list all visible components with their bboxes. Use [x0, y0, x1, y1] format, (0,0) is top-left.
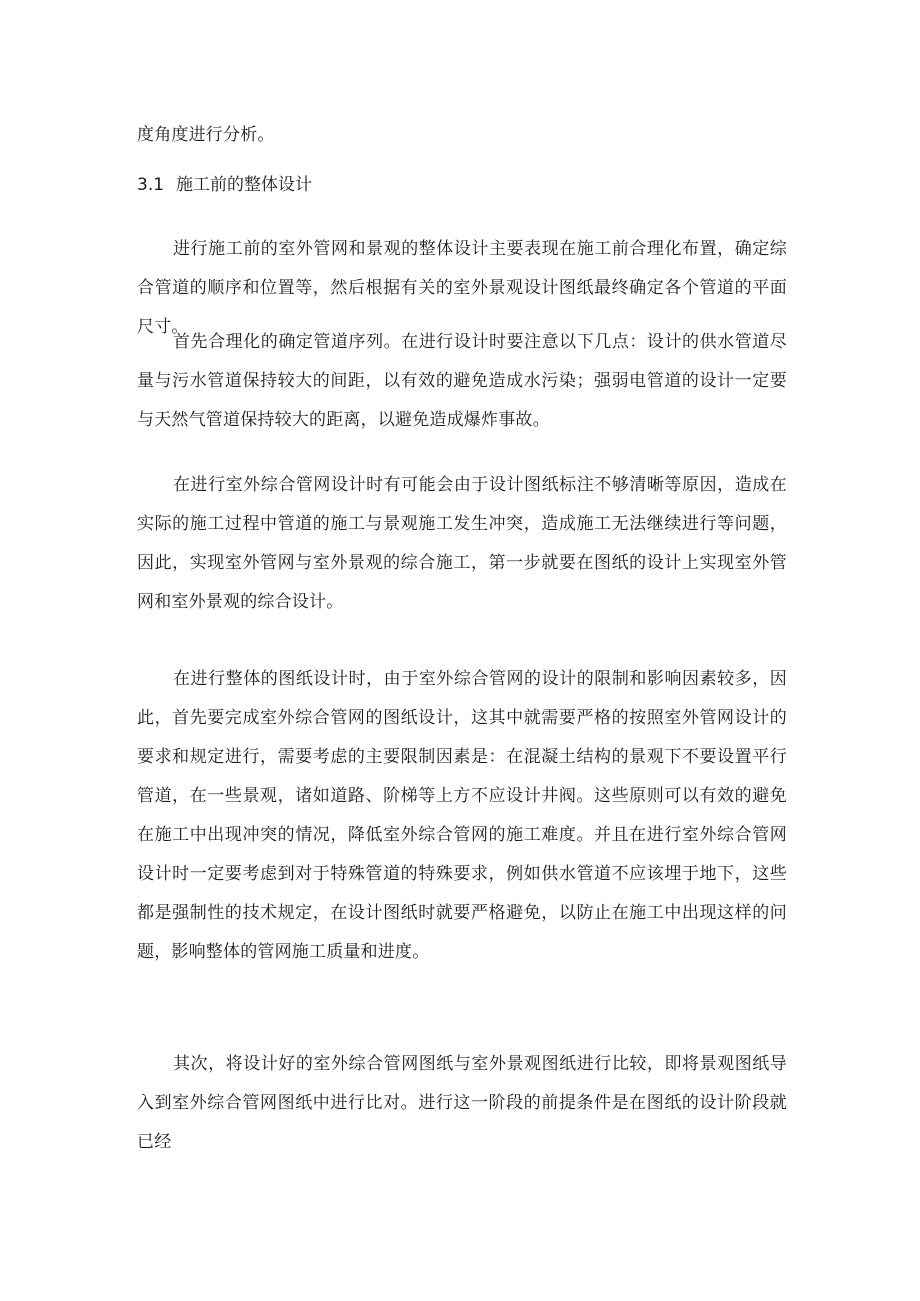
section-heading [137, 172, 312, 198]
paragraph-4: 在进行整体的图纸设计时，由于室外综合管网的设计的限制和影响因素较多，因此，首先要完成室外综合管网的图纸设计，这其中就需要严格的按照室外管网设计的要求和规定进行，需要考虑的主要限制因素是：在混凝土结构的景观下不要设置平行管道，在一些景观，诸如道路、阶梯等上方不应设计井阀。这些原则可以有效的避免在施工中出现冲突的情况，降低室外综合管网的施工难度。并且在进行室外综合管网设计时一定要考虑到对于特殊管道的特殊要求，例如供水管道不应该埋于地下，这些都是强制性的技术规定，在设计图纸时就要严格避免，以防止在施工中出现这样的问题，影响整体的管网施工质量和进度。 [137, 669, 787, 962]
paragraph-1: 进行施工前的室外管网和景观的整体设计主要表现在施工前合理化布置，确定综合管道的顺序和位置等，然后根据有关的室外景观设计图纸最终确定各个管道的平面尺寸。 [137, 239, 787, 337]
section-number: 3.1 [137, 175, 165, 195]
paragraph-3: 在进行室外综合管网设计时有可能会由于设计图纸标注不够清晰等原因，造成在实际的施工过程中管道的施工与景观施工发生冲突，造成施工无法继续进行等问题，因此，实现室外管网与室外景观的综合施工，第一步就要在图纸的设计上实现室外管网和室外景观的综合设计。 [137, 475, 787, 612]
paragraph-5: 其次，将设计好的室外综合管网图纸与室外景观图纸进行比较，即将景观图纸导入到室外综合管网图纸中进行比对。进行这一阶段的前提条件是在图纸的设计阶段就已经 [137, 1054, 787, 1152]
continuation-paragraph: 度角度进行分析。 [137, 125, 275, 145]
paragraph-2: 首先合理化的确定管道序列。在进行设计时要注意以下几点：设计的供水管道尽量与污水管道保持较大的间距，以有效的避免造成水污染；强弱电管道的设计一定要与天然气管道保持较大的距离，以避免造成爆炸事故。 [137, 332, 787, 430]
section-title: 施工前的整体设计 [176, 175, 313, 195]
